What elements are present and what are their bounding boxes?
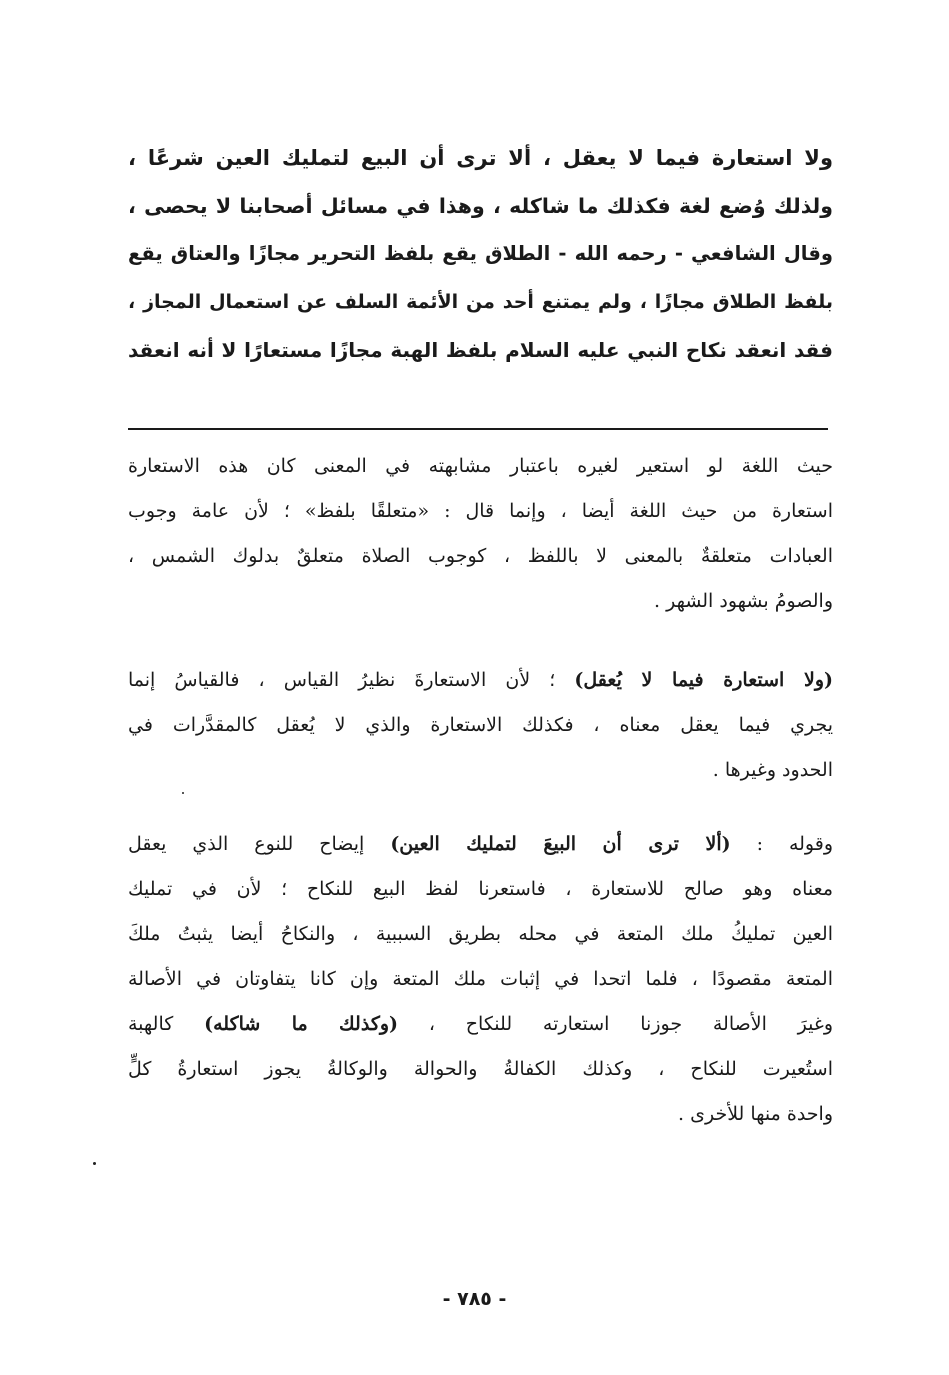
- commentary-line: والصومُ بشهود الشهر .: [654, 590, 833, 612]
- main-text: [128, 134, 833, 374]
- commentary-text: وقوله :: [730, 833, 833, 855]
- commentary-line: [128, 822, 833, 867]
- commentary-line: واحدة منها للأخرى .: [678, 1103, 833, 1125]
- main-text-line: فقد انعقد نكاح النبي عليه السلام بلفظ الهبة مجازًا مستعارًا لا أنه انعقد: [128, 338, 833, 362]
- main-text-line: ولذلك وُضع لغة فكذلك ما شاكله ، وهذا في مسائل أصحابنا لا يحصى ،: [128, 194, 833, 218]
- main-text-line: وقال الشافعي - رحمه الله - الطلاق يقع بلفظ التحرير مجازًا والعتاق يقع: [128, 242, 833, 265]
- scan-speck: [93, 1162, 96, 1165]
- commentary-line: استُعيرت للنكاح ، وكذلك الكفالةُ والحوالة والوكالةُ يجوز استعارةُ كلٍّ: [128, 1058, 833, 1080]
- commentary-paragraph-3: [128, 822, 833, 1137]
- commentary-text: وغيرَ الأصالة جوزنا استعارته للنكاح ،: [398, 1013, 833, 1035]
- scan-speck: [182, 792, 184, 794]
- commentary-line: [128, 1002, 833, 1047]
- commentary-line: [128, 658, 833, 703]
- main-text-line: بلفظ الطلاق مجازًا ، ولم يمتنع أحد من الأئمة السلف عن استعمال المجاز ،: [128, 291, 833, 313]
- commentary-line: المتعة مقصودًا ، فلما اتحدا في إثبات ملك المتعة وإن كانا يتفاوتان في الأصالة: [128, 968, 833, 990]
- commentary-line: يجري فيما يعقل معناه ، فكذلك الاستعارة والذي لا يُعقل كالمقدَّرات في: [128, 714, 833, 736]
- commentary-text: كالهبة: [128, 1013, 205, 1035]
- commentary-line: معناه وهو صالح للاستعارة ، فاستعرنا لفظ البيع للنكاح ؛ لأن في تمليك: [128, 878, 833, 900]
- commentary-line: العين تمليكُ ملك المتعة في محله بطريق السببية ، والنكاحُ أيضا يثبتُ ملكَ: [128, 923, 833, 945]
- commentary-text: إيضاح للنوع الذي يعقل: [128, 833, 391, 855]
- commentary-paragraph-1: [128, 444, 833, 624]
- commentary-line: استعارة من حيث اللغة أيضا ، وإنما قال : «متعلقًا بلفظ» ؛ لأن عامة وجوب: [128, 500, 833, 522]
- quoted-matn: (ولا استعارة فيما لا يُعقل): [574, 669, 833, 691]
- commentary-text: ؛ لأن الاستعارةَ نظيرُ القياس ، فالقياسُ إنما: [128, 669, 575, 691]
- main-text-line: ولا استعارة فيما لا يعقل ، ألا ترى أن البيع لتمليك العين شرعًا ،: [128, 146, 833, 170]
- commentary-line: العبادات متعلقةٌ بالمعنى لا باللفظ ، كوجوب الصلاة متعلقٌ بدلوك الشمس ،: [128, 545, 833, 567]
- quoted-matn: (وكذلك ما شاكله): [204, 1013, 399, 1035]
- footnote-divider: [128, 428, 828, 430]
- commentary-paragraph-2: [128, 658, 833, 793]
- commentary-line: حيث اللغة لو استعير لغيره باعتبار مشابهته في المعنى كان هذه الاستعارة: [128, 455, 833, 477]
- commentary-line: الحدود وغيرها .: [712, 759, 833, 781]
- quoted-matn: (ألا ترى أن البيعَ لتمليك العين): [390, 833, 731, 855]
- page-number: - ٧٨٥ -: [442, 1288, 507, 1310]
